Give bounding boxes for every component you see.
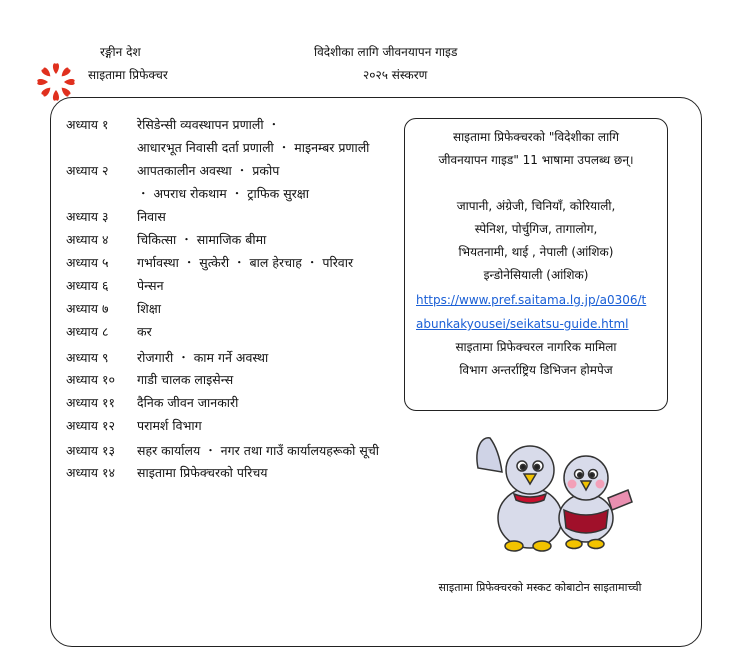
- toc-chapter: अध्याय १०: [66, 372, 115, 387]
- header-brand-line: रङ्गीन देश: [100, 45, 141, 59]
- toc-entry: रेसिडेन्सी व्यवस्थापन प्रणाली ・: [137, 117, 281, 132]
- toc-entry: चिकित्सा ・ सामाजिक बीमा: [137, 232, 267, 247]
- toc-chapter: अध्याय ३: [66, 209, 109, 224]
- toc-entry: कर: [137, 324, 152, 339]
- toc-chapter: अध्याय १२: [66, 418, 115, 433]
- toc-entry: ・ अपराध रोकथाम ・ ट्राफिक सुरक्षा: [137, 186, 309, 201]
- toc-chapter: अध्याय ८: [66, 324, 109, 339]
- mascot-caption: साइतामा प्रिफेक्चरको मस्कट कोबाटोन साइतामाच्ची: [438, 581, 642, 594]
- toc-entry: आधारभूत निवासी दर्ता प्रणाली ・ माइनम्बर प्रणाली: [137, 140, 370, 155]
- guide-url-link-continued[interactable]: abunkakyousei/seikatsu-guide.html: [416, 317, 629, 331]
- toc-chapter: अध्याय ७: [66, 301, 109, 316]
- language-list-line: इन्डोनेसियाली (आंशिक): [483, 268, 589, 282]
- toc-entry: सहर कार्यालय ・ नगर तथा गाउँ कार्यालयहरूको सूची: [137, 443, 379, 458]
- toc-entry: रोजगारी ・ काम गर्ने अवस्था: [137, 350, 269, 365]
- toc-chapter: अध्याय ११: [66, 395, 115, 410]
- toc-entry: गर्भावस्था ・ सुत्केरी ・ बाल हेरचाह ・ परिवार: [137, 255, 354, 270]
- toc-chapter: अध्याय ४: [66, 232, 109, 247]
- toc-entry: साइतामा प्रिफेक्चरको परिचय: [137, 465, 268, 480]
- toc-chapter: अध्याय ५: [66, 255, 109, 270]
- toc-entry: निवास: [137, 209, 166, 224]
- language-list-line: भियतनामी, थाई , नेपाली (आंशिक): [458, 245, 614, 259]
- mascot-illustration: [468, 428, 638, 558]
- info-intro-line: जीवनयापन गाइड" 11 भाषामा उपलब्ध छन्।: [438, 153, 634, 167]
- toc-chapter: अध्याय १४: [66, 465, 115, 480]
- document-title: विदेशीका लागि जीवनयापन गाइड: [314, 45, 458, 59]
- document-edition: २०२५ संस्करण: [363, 68, 428, 82]
- toc-chapter: अध्याय १३: [66, 443, 115, 458]
- toc-entry: दैनिक जीवन जानकारी: [137, 395, 239, 410]
- language-list-line: जापानी, अंग्रेजी, चिनियाँ, कोरियाली,: [456, 199, 616, 213]
- guide-url-link[interactable]: https://www.pref.saitama.lg.jp/a0306/t: [416, 293, 647, 307]
- toc-entry: गाडी चालक लाइसेन्स: [137, 372, 234, 387]
- homepage-label: विभाग अन्तर्राष्ट्रिय डिभिजन होमपेज: [459, 363, 613, 377]
- toc-chapter: अध्याय ६: [66, 278, 109, 293]
- toc-entry: शिक्षा: [137, 301, 161, 316]
- toc-chapter: अध्याय २: [66, 163, 109, 178]
- toc-chapter: अध्याय ९: [66, 350, 109, 365]
- homepage-label: साइतामा प्रिफेक्चरल नागरिक मामिला: [455, 340, 617, 354]
- toc-entry: आपतकालीन अवस्था ・ प्रकोप: [137, 163, 280, 178]
- language-list-line: स्पेनिश, पोर्चुगिज, तागालोग,: [474, 222, 598, 236]
- toc-entry: पेन्सन: [137, 278, 164, 293]
- header-prefecture: साइतामा प्रिफेक्चर: [88, 68, 168, 82]
- toc-entry: परामर्श विभाग: [137, 418, 202, 433]
- toc-chapter: अध्याय १: [66, 117, 109, 132]
- info-intro-line: साइतामा प्रिफेक्चरको "विदेशीका लागि: [452, 130, 620, 144]
